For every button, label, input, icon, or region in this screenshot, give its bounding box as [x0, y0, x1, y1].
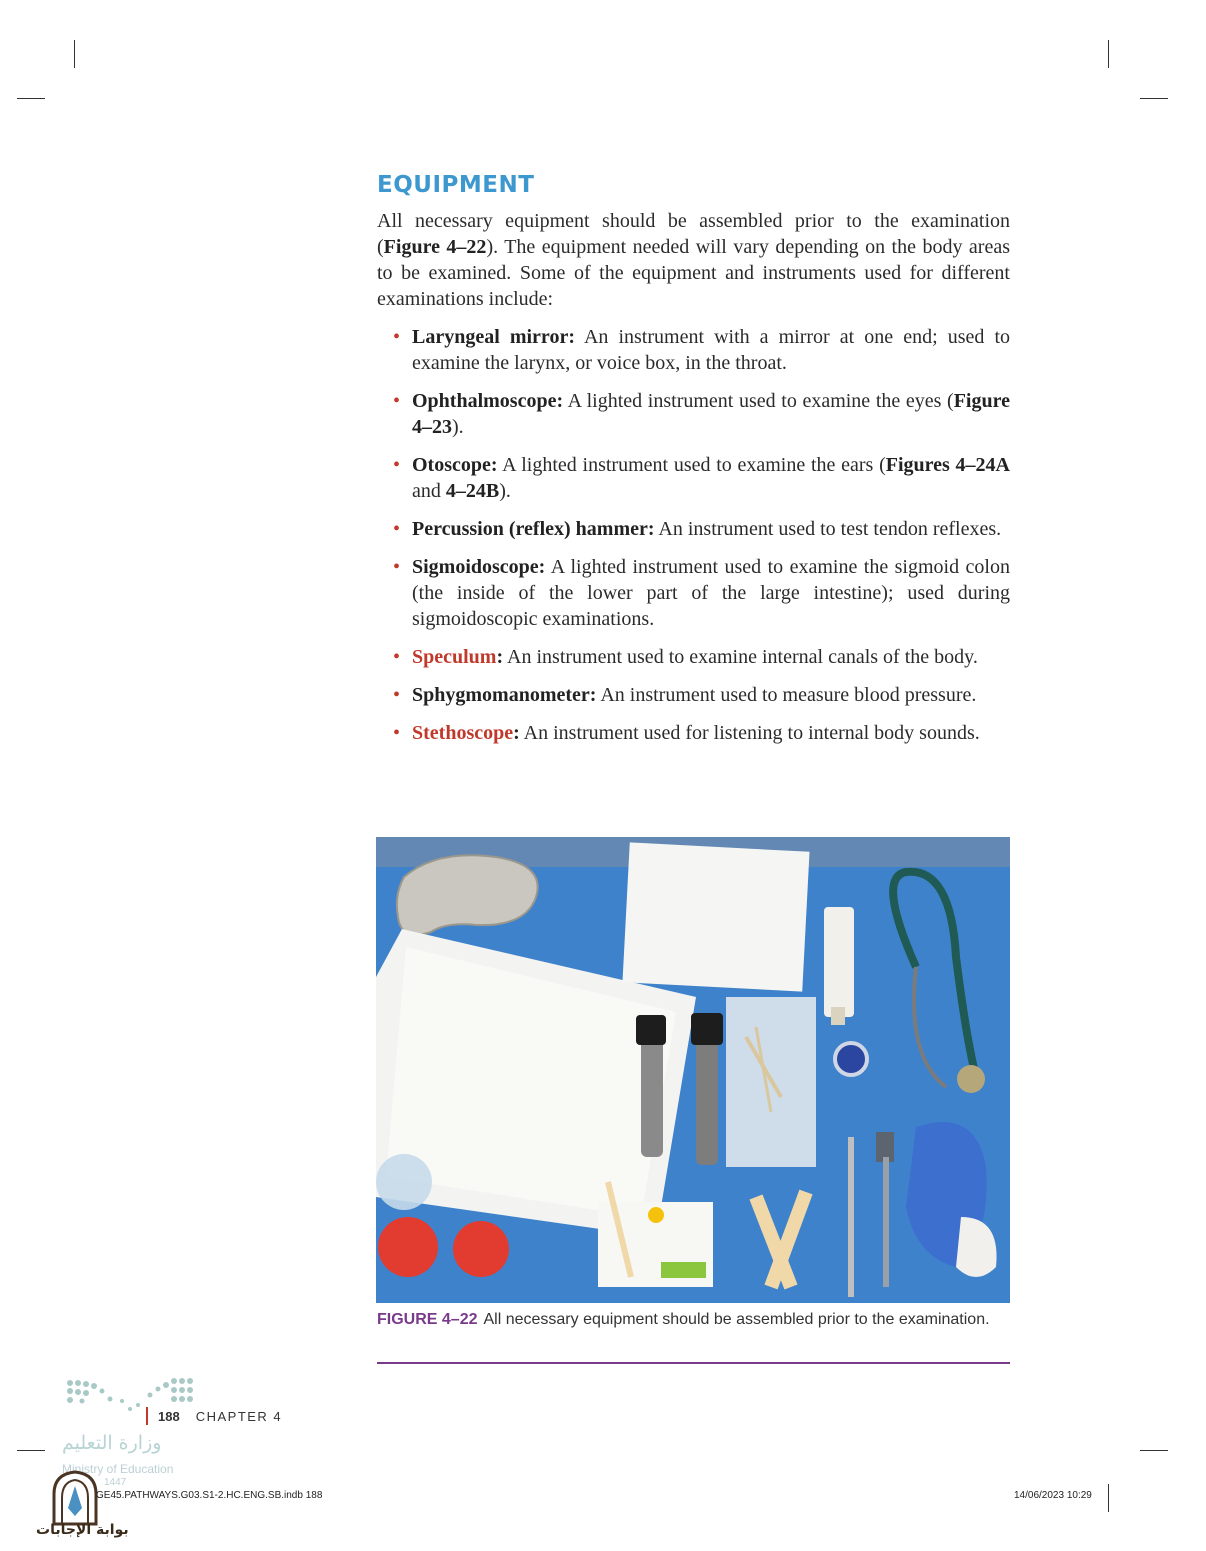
- ophthalmoscope-shape: [696, 1025, 718, 1165]
- caption-text: All necessary equipment should be assembled prior to the examination.: [483, 1311, 990, 1328]
- item-description: and: [412, 480, 446, 502]
- list-item: [377, 388, 1010, 440]
- item-description: ).: [499, 480, 511, 502]
- item-description: An instrument used to test tendon reflexes.: [654, 518, 1002, 540]
- page-footer: [146, 1406, 282, 1426]
- figure-label: FIGURE 4–22: [377, 1311, 478, 1328]
- item-separator: :: [513, 722, 520, 744]
- item-term: Laryngeal mirror:: [412, 326, 575, 348]
- towel-shape: [622, 842, 809, 991]
- item-term: Ophthalmoscope:: [412, 390, 564, 412]
- crop-mark: [1108, 1484, 1109, 1512]
- crop-mark: [1140, 1450, 1168, 1451]
- specimen-cup-shape: [378, 1217, 438, 1277]
- crop-mark: [17, 1450, 45, 1451]
- crop-mark: [1140, 98, 1168, 99]
- tube-shape: [824, 907, 854, 1017]
- item-description: An instrument used to measure blood pressure.: [596, 684, 977, 706]
- otoscope-shape: [641, 1027, 663, 1157]
- list-item: [377, 516, 1010, 542]
- item-description: A lighted instrument used to examine the eyes (: [563, 390, 954, 412]
- list-item: [377, 644, 1010, 670]
- crop-mark: [17, 98, 45, 99]
- intro-text: All necessary equipment should be assembled prior to the examination (: [377, 210, 1010, 258]
- intro-text: ). The equipment needed will vary depending on the body areas to be examined. Some of the equipment and instruments used for different examinations include:: [377, 236, 1010, 310]
- ministry-name-english: Ministry of Education: [62, 1462, 174, 1476]
- list-item: [377, 554, 1010, 632]
- tape-roll-shape: [835, 1043, 867, 1075]
- specimen-cup-shape: [376, 1154, 432, 1210]
- figure-reference: Figures 4–24A: [885, 454, 1010, 476]
- list-item: [377, 452, 1010, 504]
- item-description: An instrument used for listening to internal body sounds.: [519, 722, 980, 744]
- intro-paragraph: [377, 208, 1010, 312]
- crop-mark: [1108, 40, 1109, 68]
- bullet-icon: •: [393, 518, 401, 540]
- bullet-icon: •: [393, 684, 401, 706]
- item-term: Otoscope:: [412, 454, 498, 476]
- figure-reference: Figure 4–23: [412, 390, 1010, 438]
- list-item: [377, 682, 1010, 708]
- page-number: 188: [158, 1408, 180, 1424]
- item-description: A lighted instrument used to examine the sigmoid colon (the inside of the lower part of the large intestine); used during sigmoidoscopic examinations.: [412, 556, 1010, 630]
- bullet-icon: •: [393, 326, 401, 348]
- figure-caption: [377, 1308, 1010, 1331]
- tuning-fork-shape: [848, 1137, 854, 1297]
- portal-name: بوابة الإجابات: [36, 1522, 129, 1538]
- figure-reference: 4–24B: [445, 480, 500, 502]
- bullet-icon: •: [393, 390, 401, 412]
- caption-rule: [377, 1362, 1010, 1364]
- file-slug: GE45.PATHWAYS.G03.S1-2.HC.ENG.SB.indb 188: [96, 1490, 323, 1501]
- item-term-glossary-link[interactable]: Stethoscope: [412, 722, 514, 744]
- specimen-cup-shape: [453, 1221, 509, 1277]
- bullet-icon: •: [393, 722, 401, 744]
- equipment-section: [377, 170, 1010, 758]
- item-description: An instrument with a mirror at one end; used to examine the larynx, or voice box, in the throat.: [412, 326, 1010, 374]
- bullet-icon: •: [393, 454, 401, 476]
- bullet-icon: •: [393, 646, 401, 668]
- list-item: [377, 324, 1010, 376]
- footer-divider: [146, 1407, 148, 1425]
- item-description: ).: [452, 416, 464, 438]
- figure-reference: Figure 4–22: [383, 236, 487, 258]
- item-separator: :: [496, 646, 504, 668]
- equipment-photo: [376, 837, 1010, 1303]
- item-term: Percussion (reflex) hammer:: [412, 518, 655, 540]
- print-timestamp: 14/06/2023 10:29: [1014, 1490, 1092, 1501]
- ministry-name-arabic: وزارة التعليم: [62, 1432, 162, 1454]
- item-description: A lighted instrument used to examine the ears (: [497, 454, 886, 476]
- item-term: Sigmoidoscope:: [412, 556, 546, 578]
- item-term-glossary-link[interactable]: Speculum: [412, 646, 497, 668]
- bullet-icon: •: [393, 556, 401, 578]
- section-heading: EQUIPMENT: [377, 172, 535, 198]
- item-description: An instrument used to examine internal canals of the body.: [503, 646, 978, 668]
- equipment-list: [377, 324, 1010, 746]
- item-term: Sphygmomanometer:: [412, 684, 597, 706]
- list-item: [377, 720, 1010, 746]
- ministry-year: 1447: [104, 1477, 127, 1488]
- chapter-label: CHAPTER 4: [195, 1408, 283, 1424]
- crop-mark: [74, 40, 75, 68]
